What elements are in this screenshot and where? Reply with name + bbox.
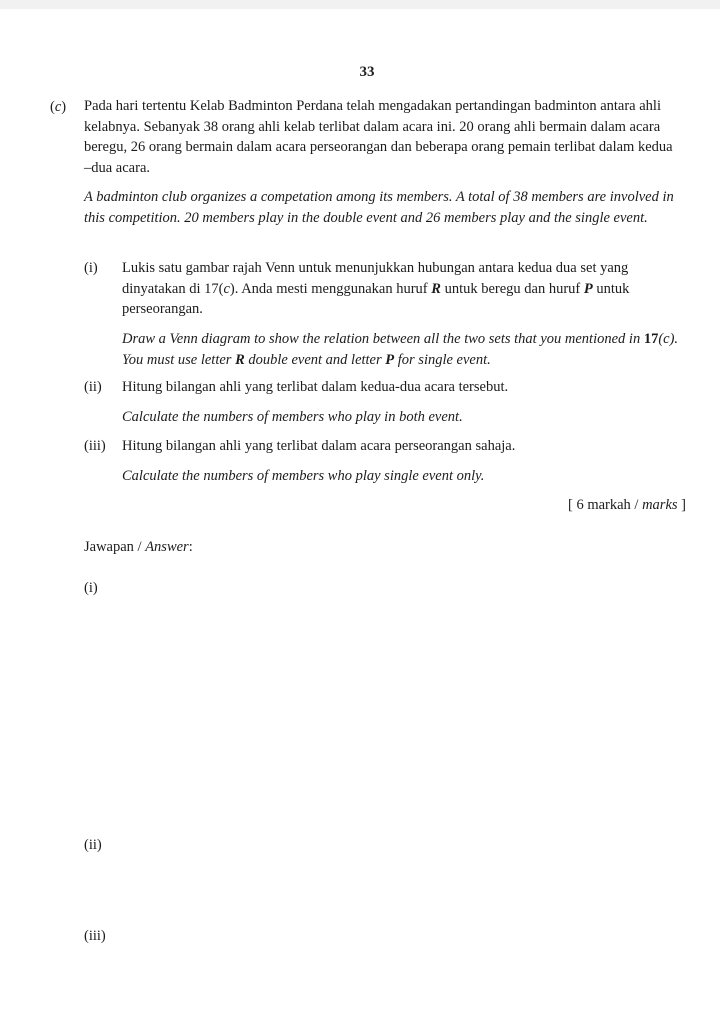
subpart-i-english-d: for single event. — [394, 351, 491, 368]
subpart-i-english-r: R — [235, 351, 245, 368]
answer-label-colon: : — [188, 539, 193, 555]
subpart-i-malay-r: R — [431, 280, 441, 297]
part-letter-text: c — [54, 99, 62, 115]
subpart-ii-malay-text: Hitung bilangan ahli yang terlibat dalam kedua-dua acara tersebut. — [122, 379, 509, 395]
subpart-i-english-text — [122, 329, 682, 370]
marks-allocation — [568, 495, 686, 516]
answer-label — [84, 537, 193, 558]
answer-label-english: Answer — [145, 539, 189, 555]
subpart-i-malay-d: untuk beregu dan huruf — [440, 280, 584, 297]
page-number: 33 — [359, 64, 375, 80]
subpart-i-english-p: P — [385, 351, 395, 368]
subpart-label-iii: (iii) — [84, 438, 106, 454]
question-part-letter: (c) — [50, 99, 67, 115]
subpart-i-english-a: Draw a Venn diagram to show the relation between all the two sets that you mentioned in — [122, 331, 644, 347]
answer-part-ii: (ii) — [84, 837, 102, 853]
marks-open: [ 6 markah / — [567, 497, 643, 513]
marks-close: ] — [677, 497, 686, 513]
subpart-iii-malay-text: Hitung bilangan ahli yang terlibat dalam acara perseorangan sahaja. — [122, 438, 516, 454]
subpart-i-malay-c: c — [223, 280, 230, 297]
answer-label-malay: Jawapan / — [84, 539, 146, 555]
subpart-i-english-b: (c). You must use letter — [122, 331, 679, 368]
subpart-i-english-c: double event and letter — [244, 351, 386, 368]
top-strip — [0, 0, 720, 9]
subpart-i-malay-text — [122, 258, 682, 320]
subpart-label-ii: (ii) — [84, 379, 102, 395]
answer-part-i: (i) — [84, 580, 98, 596]
subpart-i-english-num: 17 — [643, 331, 659, 347]
subpart-i-malay-b: ). Anda mesti menggunakan huruf — [229, 280, 432, 297]
subpart-i-malay-p: P — [583, 280, 593, 297]
subpart-iii-english-text: Calculate the numbers of members who play single event only. — [122, 468, 485, 484]
subpart-i-malay-e: untuk perseorangan. — [122, 280, 630, 317]
question-english-text: A badminton club organizes a competation among its members. A total of 38 members are involved in this competition. 20 members play in the double event and 26 members play and the single event. — [84, 189, 674, 226]
subpart-ii-english-text: Calculate the numbers of members who play in both event. — [122, 409, 463, 425]
answer-part-iii: (iii) — [84, 928, 106, 944]
subpart-label-i: (i) — [84, 260, 98, 276]
subpart-i-malay-a: Lukis satu gambar rajah Venn untuk menunjukkan hubungan antara kedua dua set yang dinyatakan di 17( — [122, 260, 629, 297]
marks-english: marks — [642, 497, 678, 513]
question-malay-text: Pada hari tertentu Kelab Badminton Perdana telah mengadakan pertandingan badminton antara ahli kelabnya. Sebanyak 38 orang ahli kelab terlibat dalam acara ini. 20 orang ahli bermain dalam acara beregu, 26 orang bermain dalam acara perseorangan dan beberapa orang pemain terlibat dalam kedua –dua acara. — [84, 98, 673, 176]
